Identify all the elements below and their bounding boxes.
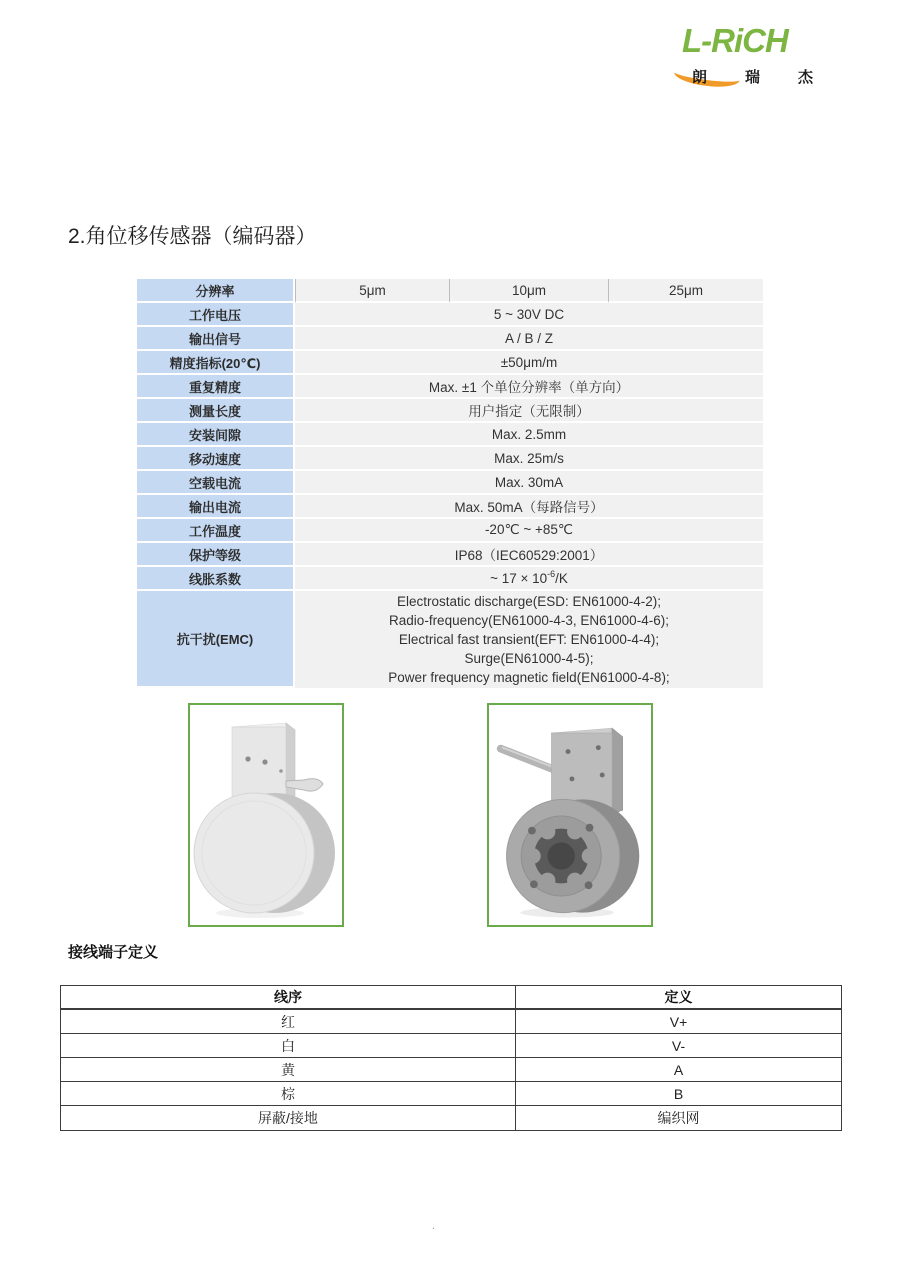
- footer-mark: .: [432, 1220, 436, 1232]
- spec-row: [137, 471, 763, 495]
- wiring-header-row: [61, 986, 841, 1010]
- spec-row: [137, 327, 763, 351]
- spec-label: 线胀系数: [137, 567, 295, 591]
- spec-resolution-value-2: 10μm: [449, 279, 608, 303]
- spec-row: [137, 519, 763, 543]
- spec-row-emc: [137, 591, 763, 688]
- logo-brand-text: L-RiCH: [682, 22, 788, 59]
- spec-label: 工作电压: [137, 303, 295, 327]
- spec-value: [295, 567, 763, 591]
- spec-label: 输出信号: [137, 327, 295, 351]
- wire-color: 棕: [61, 1082, 516, 1105]
- spec-row-resolution: [137, 279, 763, 303]
- spec-label: 输出电流: [137, 495, 295, 519]
- spec-value: 用户指定（无限制）: [295, 399, 763, 423]
- spec-row: [137, 447, 763, 471]
- wire-color: 黄: [61, 1058, 516, 1081]
- wiring-header-wire: 线序: [61, 986, 516, 1008]
- wiring-row: [61, 1058, 841, 1082]
- section-title: 2.角位移传感器（编码器）: [68, 225, 317, 248]
- wire-color: 红: [61, 1010, 516, 1033]
- logo-chinese-name: 朗瑞杰: [692, 69, 852, 86]
- spec-row: [137, 543, 763, 567]
- spec-label: 分辨率: [137, 279, 295, 303]
- spec-row: [137, 423, 763, 447]
- encoder-rear-view-icon: [489, 705, 651, 925]
- emc-line: Electrical fast transient(EFT: EN61000-4-4);: [398, 632, 660, 647]
- emc-line: Electrostatic discharge(ESD: EN61000-4-2);: [396, 594, 662, 609]
- spec-value: Max. 2.5mm: [295, 423, 763, 447]
- product-photo-rear: [487, 703, 653, 927]
- wiring-row: [61, 1106, 841, 1130]
- spec-value: Max. 50mA（每路信号）: [295, 495, 763, 519]
- spec-value: A / B / Z: [295, 327, 763, 351]
- encoder-front-view-icon: [190, 705, 342, 925]
- emc-line: Radio-frequency(EN61000-4-3, EN61000-4-6);: [389, 613, 669, 628]
- wire-definition: A: [673, 1061, 684, 1078]
- spec-row: [137, 399, 763, 423]
- spec-label: 精度指标(20℃): [137, 351, 295, 375]
- spec-value: IP68（IEC60529:2001）: [295, 543, 763, 567]
- wire-color: 屏蔽/接地: [61, 1106, 516, 1130]
- wire-definition: B: [673, 1085, 684, 1102]
- emc-line: Power frequency magnetic field(EN61000-4-8);: [388, 670, 670, 685]
- wiring-table: [60, 985, 842, 1131]
- spec-value: Max. 30mA: [295, 471, 763, 495]
- wiring-row: [61, 1034, 841, 1058]
- spec-label: 移动速度: [137, 447, 295, 471]
- spec-label: 测量长度: [137, 399, 295, 423]
- spec-label: 保护等级: [137, 543, 295, 567]
- spec-resolution-value-1: 5μm: [295, 279, 449, 303]
- spec-row-expansion: [137, 567, 763, 591]
- spec-label: 抗干扰(EMC): [137, 591, 295, 688]
- wire-definition: 编织网: [657, 1110, 700, 1126]
- spec-value: Max. ±1 个单位分辨率（单方向）: [295, 375, 763, 399]
- spec-label: 安装间隙: [137, 423, 295, 447]
- expansion-base: ~ 17 × 10: [490, 570, 548, 586]
- spec-value: -20℃ ~ +85℃: [295, 519, 763, 543]
- spec-label: 空载电流: [137, 471, 295, 495]
- spec-table: [137, 279, 763, 688]
- spec-value: 5 ~ 30V DC: [295, 303, 763, 327]
- spec-row: [137, 495, 763, 519]
- wiring-row: [61, 1010, 841, 1034]
- wire-definition: V-: [671, 1037, 686, 1054]
- spec-row: [137, 351, 763, 375]
- emc-line: Surge(EN61000-4-5);: [464, 651, 594, 666]
- spec-label: 重复精度: [137, 375, 295, 399]
- product-photo-front: [188, 703, 344, 927]
- spec-resolution-value-3: 25μm: [608, 279, 763, 303]
- spec-row: [137, 303, 763, 327]
- brand-logo: [672, 22, 852, 88]
- spec-label: 工作温度: [137, 519, 295, 543]
- wiring-section-title: 接线端子定义: [68, 944, 159, 961]
- wire-definition: V+: [669, 1013, 688, 1030]
- spec-value: Max. 25m/s: [295, 447, 763, 471]
- wiring-header-definition: 定义: [664, 989, 693, 1005]
- wiring-row: [61, 1082, 841, 1106]
- spec-row: [137, 375, 763, 399]
- expansion-exponent: -6: [547, 568, 556, 579]
- emc-value-block: [295, 591, 763, 688]
- spec-value: ±50μm/m: [295, 351, 763, 375]
- expansion-unit: /K: [555, 570, 568, 586]
- wire-color: 白: [61, 1034, 516, 1057]
